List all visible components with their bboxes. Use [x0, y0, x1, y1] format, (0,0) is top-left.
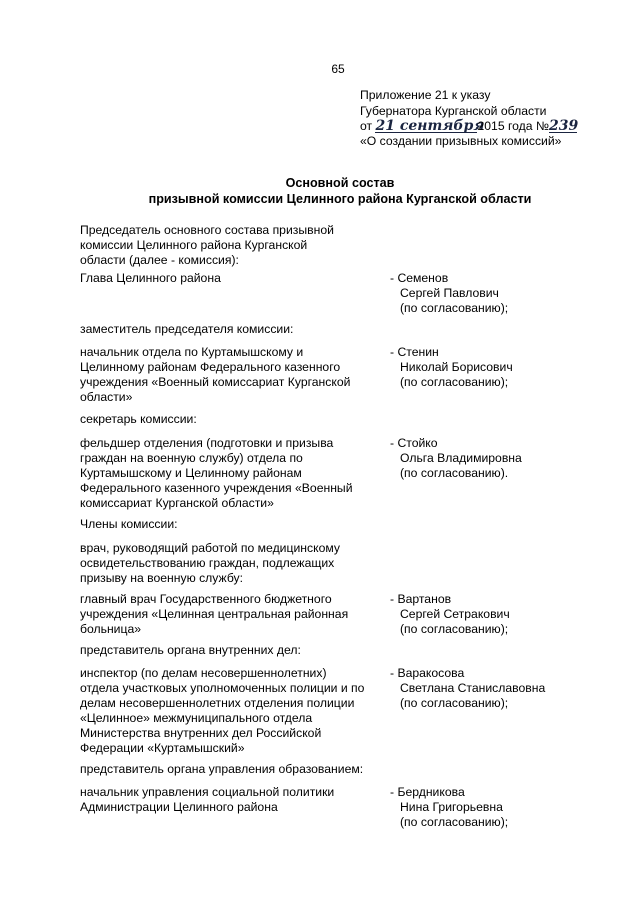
entry-position — [80, 666, 380, 756]
member-note: (по согласованию); — [400, 301, 509, 315]
position-line: граждан на военную службу) отдела по — [80, 451, 303, 465]
page-number: 65 — [331, 62, 345, 76]
position-line: заместитель председателя комиссии: — [80, 322, 294, 336]
position-line: Глава Целинного района — [80, 271, 221, 285]
position-line: области» — [80, 390, 133, 404]
entry-position — [80, 223, 380, 268]
position-line: делам несовершеннолетних отделения полиции — [80, 696, 355, 710]
position-line: представитель органа внутренних дел: — [80, 643, 301, 657]
year-text: 2015 года № — [477, 119, 550, 133]
entry-position — [80, 541, 380, 586]
member-surname: - Бердникова — [390, 785, 465, 799]
member-surname: - Стойко — [390, 436, 438, 450]
position-line: начальник отдела по Куртамышскому и — [80, 345, 304, 359]
title-line-2: призывной комиссии Целинного района Курганской области — [148, 192, 532, 206]
entry-position — [80, 436, 380, 511]
date-prefix: от — [360, 119, 373, 133]
position-line: фельдшер отделения (подготовки и призыва — [80, 436, 334, 450]
position-line: врач, руководящий работой по медицинскому — [80, 541, 340, 555]
entry-position — [80, 643, 380, 658]
position-line: учреждения «Военный комиссариат Курганской — [80, 375, 351, 389]
entry-position — [80, 412, 380, 427]
title-line-1: Основной состав — [285, 176, 395, 190]
position-line: комиссариат Курганской области» — [80, 496, 274, 510]
handwritten-number: 239 — [549, 118, 579, 134]
position-line: Администрации Целинного района — [80, 800, 278, 814]
entry-position — [80, 271, 380, 286]
member-name: Сергей Сетракович — [400, 607, 510, 621]
position-line: больница» — [80, 622, 142, 636]
entry-member — [390, 271, 590, 316]
position-line: Целинному районам Федерального казенного — [80, 360, 341, 374]
entry-member — [390, 592, 590, 637]
position-line: призыву на военную службу: — [80, 571, 244, 585]
position-line: комиссии Целинного района Курганской — [80, 238, 308, 252]
member-name: Ольга Владимировна — [400, 451, 522, 465]
member-surname: - Семенов — [390, 271, 449, 285]
position-line: главный врач Государственного бюджетного — [80, 592, 332, 606]
entry-member — [390, 666, 590, 711]
annotation-date-row — [360, 119, 577, 134]
position-line: учреждения «Целинная центральная районная — [80, 607, 349, 621]
position-line: Федерального казенного учреждения «Военный — [80, 481, 353, 495]
member-note: (по согласованию); — [400, 696, 509, 710]
member-name: Николай Борисович — [400, 360, 513, 374]
member-surname: - Варакосова — [390, 666, 465, 680]
position-line: Министерства внутренних дел Российской — [80, 726, 322, 740]
entry-position — [80, 345, 380, 405]
entry-member — [390, 785, 590, 830]
member-note: (по согласованию). — [400, 466, 509, 480]
position-line: освидетельствованию граждан, подлежащих — [80, 556, 335, 570]
position-line: Председатель основного состава призывной — [80, 223, 334, 237]
handwritten-date: 21 сентября — [375, 118, 485, 134]
entry-member — [390, 345, 590, 390]
member-note: (по согласованию); — [400, 375, 509, 389]
entry-position — [80, 322, 380, 337]
member-surname: - Вартанов — [390, 592, 452, 606]
position-line: области (далее - комиссия): — [80, 253, 239, 267]
position-line: начальник управления социальной политики — [80, 785, 335, 799]
position-line: представитель органа управления образованием: — [80, 762, 364, 776]
annotation-line-2: Губернатора Курганской области — [360, 104, 547, 118]
member-name: Нина Григорьевна — [400, 800, 503, 814]
member-surname: - Стенин — [390, 345, 439, 359]
position-line: секретарь комиссии: — [80, 412, 197, 426]
member-name: Сергей Павлович — [400, 286, 499, 300]
position-line: Куртамышскому и Целинному районам — [80, 466, 302, 480]
entry-position — [80, 517, 380, 532]
member-name: Светлана Станиславовна — [400, 681, 546, 695]
position-line: отдела участковых уполномоченных полиции и по — [80, 681, 365, 695]
entry-position — [80, 785, 380, 815]
entry-position — [80, 592, 380, 637]
member-note: (по согласованию); — [400, 622, 509, 636]
member-note: (по согласованию); — [400, 815, 509, 829]
position-line: Члены комиссии: — [80, 517, 178, 531]
annotation-line-4: «О создании призывных комиссий» — [360, 134, 562, 148]
entry-member — [390, 436, 590, 481]
position-line: Федерации «Куртамышский» — [80, 741, 245, 755]
annotation-line-1: Приложение 21 к указу — [360, 88, 491, 102]
entry-position — [80, 762, 380, 777]
position-line: инспектор (по делам несовершеннолетних) — [80, 666, 327, 680]
position-line: «Целинное» межмуниципального отдела — [80, 711, 313, 725]
